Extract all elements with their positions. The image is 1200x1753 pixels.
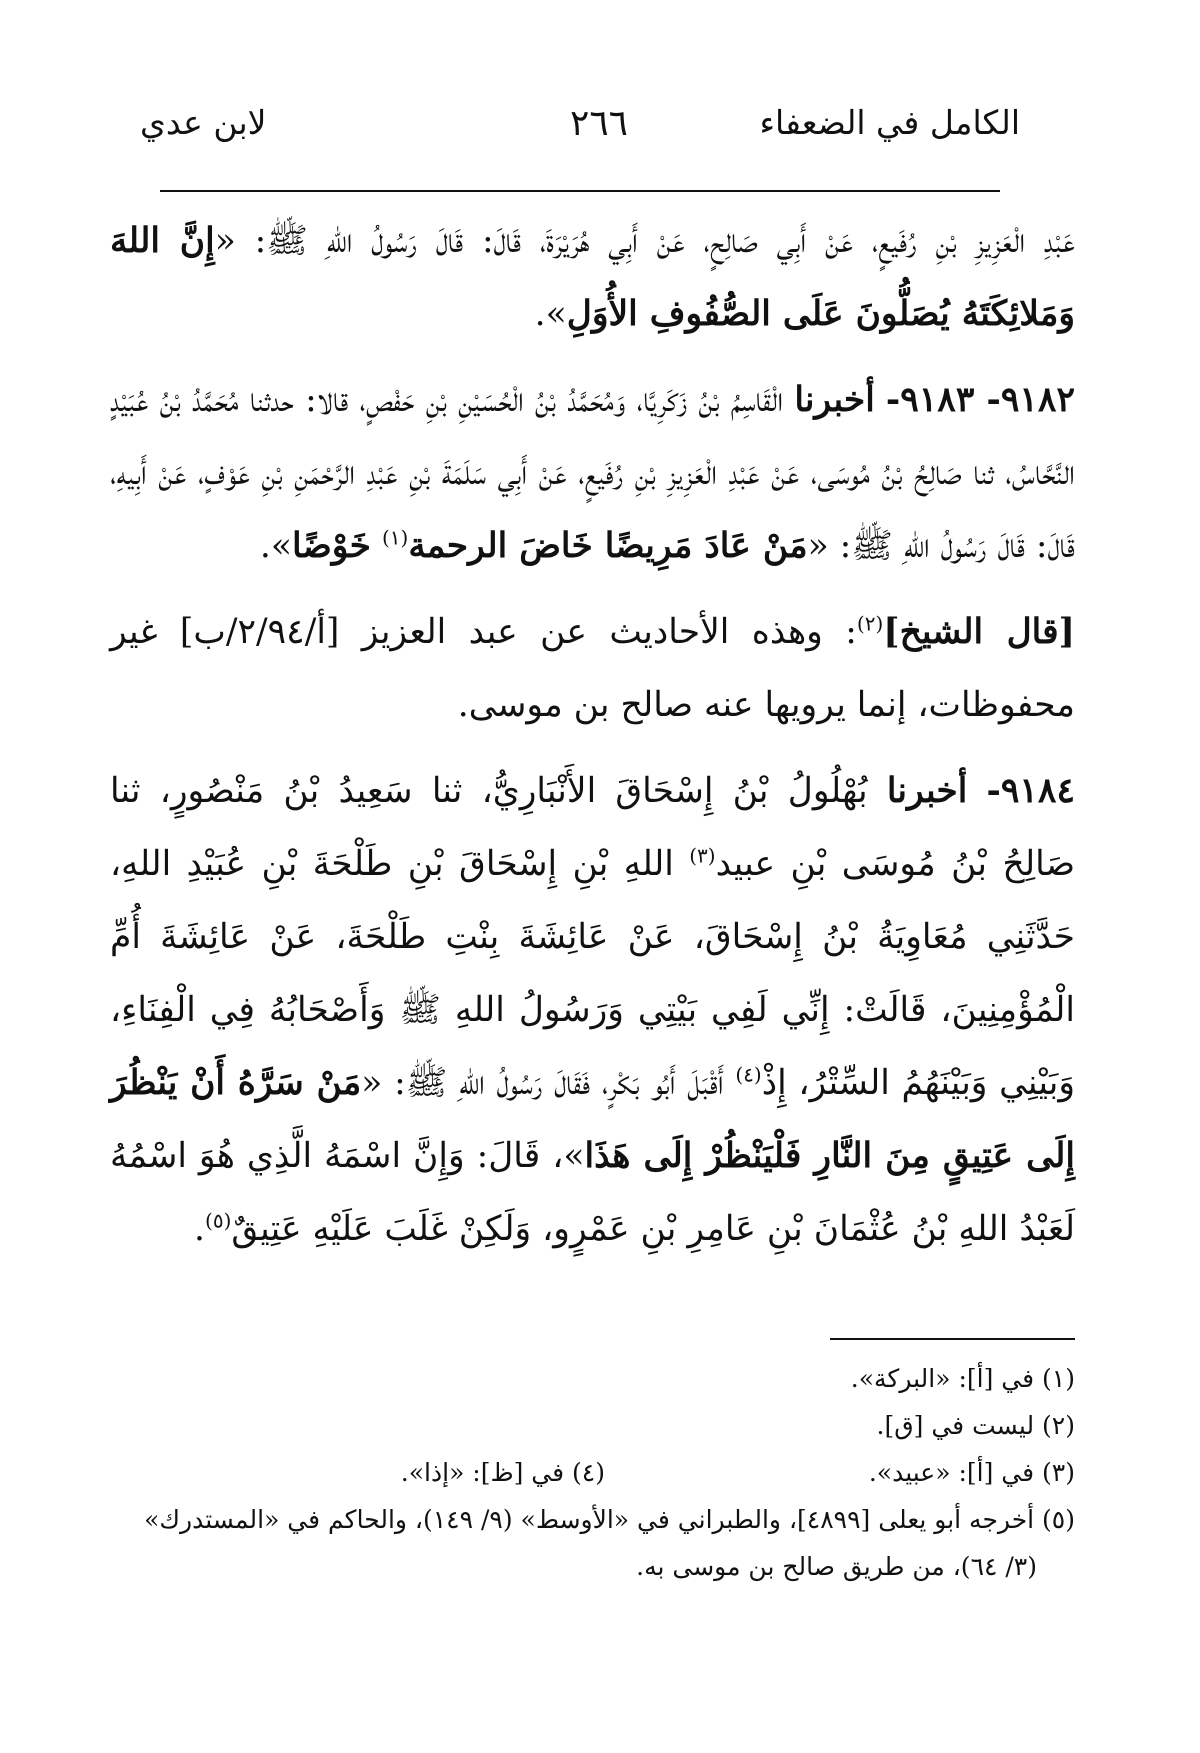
paragraph-4: ٩١٨٤- أخبرنا بُهْلُولُ بْنُ إِسْحَاقَ الأَنْبَارِيُّ، ثنا سَعِيدُ بْنُ مَنْصُورٍ، ثنا صَالِحُ بْنُ مُوسَى بْنِ عبيد$^{(٣)}$ اللهِ بْنِ إِسْحَاقَ بْنِ طَلْحَةَ بْنِ عُبَيْدِ اللهِ، حَدَّثَنِي مُعَاوِيَةُ بْنُ إِسْحَاقَ، عَنْ عَائِشَةَ بِنْتِ طَلْحَةَ، عَنْ عَائِشَةَ أُمِّ الْمُؤْمِنِينَ، قَالَتْ: إِنِّي لَفِي بَيْتِي وَرَسُولُ اللهِ ﷺ وَأَصْحَابُهُ فِي الْفِنَاءِ، وَبَيْنِي وَبَيْنَهُمُ السِّتْرُ، إِذْ$^{(٤)}$ أَقْبَلَ أَبُو بَكْرٍ، فَقَالَ رَسُولُ اللهِ ﷺ: «مَنْ سَرَّهُ أَنْ يَنْظُرَ إِلَى عَتِيقٍ مِنَ النَّارِ فَلْيَنْظُرْ إِلَى هَذَا»، قَالَ: وَإِنَّ اسْمَهُ الَّذِي هُوَ اسْمُهُ لَعَبْدُ اللهِ بْنُ عُثْمَانَ بْنِ عَامِرِ بْنِ عَمْرٍو، وَلَكِنْ غَلَبَ عَلَيْهِ عَتِيقٌ$^{(٥)}$. bbox=[110, 771, 1075, 1249]
author-name: لابن عدي bbox=[140, 103, 267, 142]
footnote-ref[interactable]: (٥) bbox=[205, 1208, 232, 1233]
paragraph-2: ٩١٨٢- ٩١٨٣- أخبرنا الْقَاسِمُ بْنُ زَكَرِيَّا، وَمُحَمَّدُ بْنُ الْحُسَيْنِ بْنِ حَفْصٍ، قالا: حدثنا مُحَمَّدُ بْنُ عُبَيْدٍ النَّحَّاسُ، ثنا صَالِحُ بْنُ مُوسَى، عَنْ عَبْدِ الْعَزِيزِ بْنِ رُفَيعٍ، عَنْ أَبِي سَلَمَةَ بْنِ عَبْدِ الرَّحْمَنِ بْنِ عَوْفٍ، عَنْ أَبِيهِ، قَالَ: قَالَ رَسُولُ اللهِ ﷺ: «مَنْ عَادَ مَرِيضًا خَاضَ الرحمة$^{(١)}$ خَوْضًا». bbox=[110, 380, 1075, 566]
footnote-ref[interactable]: (١) bbox=[381, 525, 409, 550]
footnotes bbox=[110, 1355, 1075, 1590]
footnote-divider bbox=[830, 1338, 1075, 1340]
footnote-ref[interactable]: (٤) bbox=[735, 1062, 762, 1087]
hadith-number: ٩١٨٢- ٩١٨٣- bbox=[885, 380, 1075, 420]
hadith-text: مَنْ عَادَ مَرِيضًا خَاضَ الرحمة bbox=[408, 526, 808, 566]
paragraph-3: [قال الشيخ]$^{(٢)}$: وهذه الأحاديث عن عبد العزيز [أ/٢/٩٤/ب] غير محفوظات، إنما يرويها عنه صالح بن موسى. bbox=[110, 611, 1075, 725]
page-number: ٢٦٦ bbox=[570, 103, 629, 144]
qal-label: [قال الشيخ] bbox=[883, 612, 1075, 652]
footnote-3: (٣) في [أ]: «عبيد». bbox=[868, 1458, 1075, 1487]
header-divider bbox=[160, 190, 1000, 192]
book-title: الكامل في الضعفاء bbox=[759, 103, 1020, 142]
footnote-4: (٤) في [ظ]: «إذا». bbox=[400, 1458, 605, 1487]
hadith-number: ٩١٨٤- bbox=[986, 771, 1075, 811]
akhbarana-label: أخبرنا bbox=[886, 771, 968, 811]
hadith-text: إِنَّ اللهَ وَمَلائِكَتَهُ يُصَلُّونَ عَلَى الصُّفُوفِ الأُوَلِ bbox=[110, 221, 1075, 334]
hadith-text: مَنْ سَرَّهُ أَنْ يَنْظُرَ إِلَى عَتِيقٍ مِنَ النَّارِ فَلْيَنْظُرْ إِلَى هَذَا bbox=[110, 1063, 1075, 1176]
main-text bbox=[110, 205, 1075, 1266]
footnote-row bbox=[110, 1449, 1075, 1496]
footnote-1: (١) في [أ]: «البركة». bbox=[850, 1364, 1075, 1393]
footnote-5-continued: (٣/ ٦٤)، من طريق صالح بن موسى به. bbox=[636, 1552, 1037, 1581]
page-header bbox=[110, 103, 1070, 163]
footnote-5: (٥) أخرجه أبو يعلى [٤٨٩٩]، والطبراني في «الأوسط» (٩/ ١٤٩)، والحاكم في «المستدرك» bbox=[144, 1505, 1075, 1534]
footnote-ref[interactable]: (٢) bbox=[856, 611, 884, 636]
footnote-2: (٢) ليست في [ق]. bbox=[876, 1411, 1075, 1440]
paragraph-1: عَبْدِ الْعَزِيزِ بْنِ رُفَيعٍ، عَنْ أَبِي صَالِحٍ، عَنْ أَبِي هُرَيْرَةَ، قَالَ: قَالَ رَسُولُ اللهِ ﷺ: «إِنَّ اللهَ وَمَلائِكَتَهُ يُصَلُّونَ عَلَى الصُّفُوفِ الأُوَلِ». bbox=[110, 221, 1076, 334]
footnote-ref[interactable]: (٣) bbox=[689, 843, 716, 868]
akhbarana-label: أخبرنا bbox=[794, 380, 875, 420]
